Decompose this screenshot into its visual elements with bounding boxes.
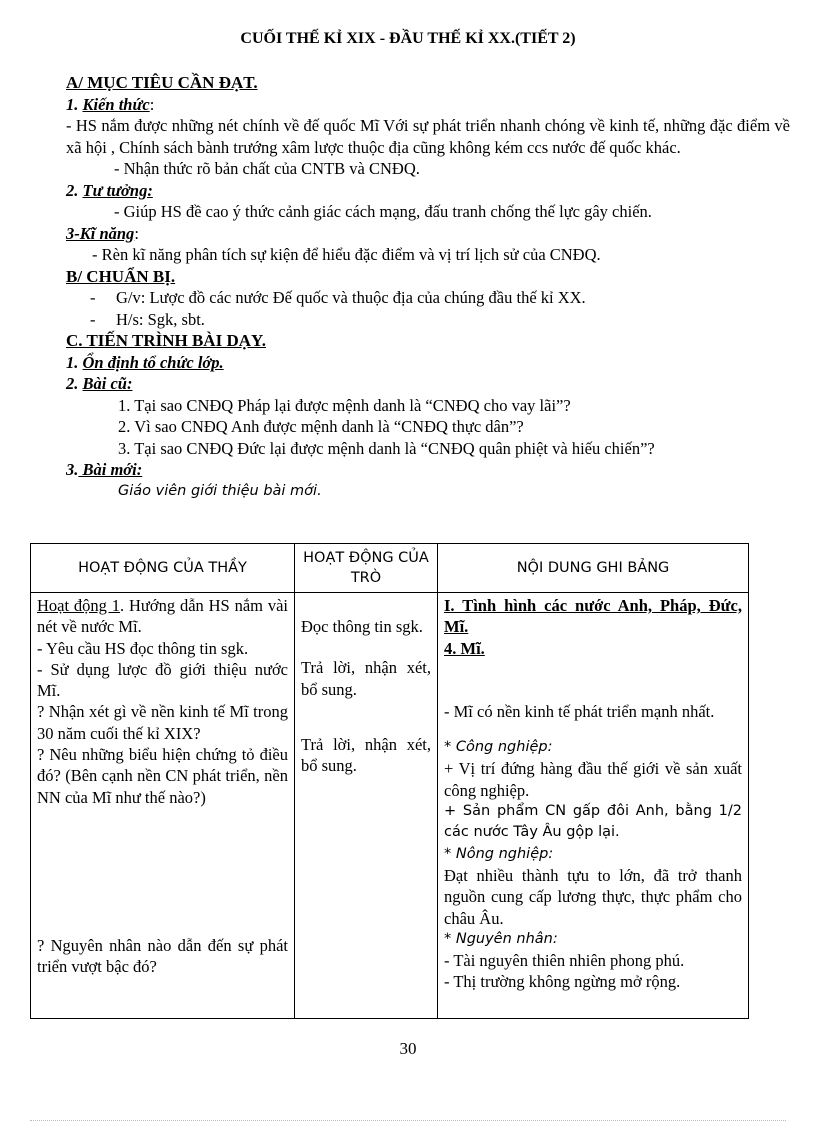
header-teacher: HOẠT ĐỘNG CỦA THẦY [31,544,295,593]
ki-nang-text: - Rèn kĩ năng phân tích sự kiện để hiểu đặc điểm và vị trí lịch sử của CNĐQ. [92,245,601,264]
student-line: Trả lời, nhận xét, bổ sung. [301,734,431,776]
student-line: Đọc thông tin sgk. [301,617,423,636]
content-line: + Sản phẩm CN gấp đôi Anh, bằng 1/2 các nước Tây Âu gộp lại. [444,803,742,841]
table-row [31,593,749,1019]
page-number: 30 [399,1039,417,1058]
kien-thuc-text-2: - Nhận thức rõ bản chất của CNTB và CNĐQ. [114,159,420,178]
footer-divider [30,1120,786,1121]
tu-tuong-heading: 2. Tư tưởng: [66,180,153,200]
page-title: CUỐI THẾ KỈ XIX - ĐẦU THẾ KỈ XX.(TIẾT 2) [240,30,576,47]
teacher-cell [31,593,295,1019]
content-heading: I. Tình hình các nước Anh, Pháp, Đức, Mĩ. [444,596,742,637]
header-student: HOẠT ĐỘNG CỦA TRÒ [295,544,438,593]
teacher-line: ? Nguyên nhân nào dẫn đến sự phát triển vượt bậc đó? [37,935,288,977]
question-item: 3. Tại sao CNĐQ Đức lại được mệnh danh là “CNĐQ quân phiệt và hiếu chiến”? [118,438,655,458]
section-a-heading: A/ MỤC TIÊU CẦN ĐẠT. [66,73,258,92]
list-item: - G/v: Lược đồ các nước Đế quốc và thuộc địa của chúng đầu thế kỉ XX. [90,288,586,307]
teacher-line: ? Nêu những biểu hiện chứng tỏ điều đó? (Bên cạnh nền CN phát triển, nền NN của Mĩ như thế nào?) [37,745,288,807]
lesson-table [30,543,749,1019]
content-label: * Nguyên nhân: [444,930,558,947]
content-line: - Tài nguyên thiên nhiên phong phú. [444,951,685,971]
section-b-heading: B/ CHUẨN BỊ. [66,266,176,286]
tu-tuong-text: - Giúp HS đề cao ý thức cảnh giác cách mạng, đấu tranh chống thế lực gây chiến. [114,202,652,221]
question-item: 1. Tại sao CNĐQ Pháp lại được mệnh danh là “CNĐQ cho vay lãi”? [118,395,571,415]
content-line: + Vị trí đứng hàng đầu thế giới về sản xuất công nghiệp. [444,759,742,800]
student-cell [295,593,438,1019]
kien-thuc-heading: 1. Kiến thức: [66,94,155,114]
header-content: NỘI DUNG GHI BẢNG [438,544,749,593]
question-item: 2. Vì sao CNĐQ Anh được mệnh danh là “CNĐQ thực dân”? [118,417,524,436]
bai-cu-heading: 2. Bài cũ: [66,374,133,393]
student-line: Trả lời, nhận xét, bổ sung. [301,658,431,699]
lesson-intro [66,72,790,502]
bai-moi-heading: 3. Bài mới: [66,460,143,479]
section-c-heading: C. TIẾN TRÌNH BÀI DẠY. [66,331,266,350]
kien-thuc-text: - HS nắm được những nét chính về đế quốc Mĩ Với sự phát triển nhanh chóng về kinh tế, những đặc điểm về xã hội , Chính sách bành trướng xâm lược thuộc địa cũng không kém ccs nước đế quốc khác. [66,116,790,157]
table-header-row [31,544,749,593]
content-cell [438,593,749,1019]
ki-nang-heading: 3-Kĩ năng: [66,223,139,243]
hoat-dong-1: Hoạt động 1. Hướng dẫn HS nắm vài nét về nước Mĩ. [37,596,288,637]
content-subheading: 4. Mĩ. [444,638,485,658]
content-line: - Mĩ có nền kinh tế phát triển mạnh nhất. [444,701,715,721]
content-label: * Nông nghiệp: [444,845,554,862]
teacher-line: ? Nhận xét gì về nền kinh tế Mĩ trong 30 năm cuối thế kỉ XIX? [37,702,288,743]
content-line: Đạt nhiều thành tựu to lớn, đã trở thanh nguồn cung cấp lương thực, thực phẩm cho châu Âu. [444,865,742,928]
teacher-line: - Yêu cầu HS đọc thông tin sgk. [37,638,249,658]
list-item: - H/s: Sgk, sbt. [90,309,205,329]
content-label: * Công nghiệp: [444,739,553,756]
teacher-line: - Sử dụng lược đồ giới thiệu nước Mĩ. [37,659,288,701]
intro-text: Giáo viên giới thiệu bài mới. [118,482,322,499]
on-dinh-heading: 1. Ổn định tổ chức lớp. [66,352,224,372]
content-line: - Thị trường không ngừng mở rộng. [444,972,681,992]
